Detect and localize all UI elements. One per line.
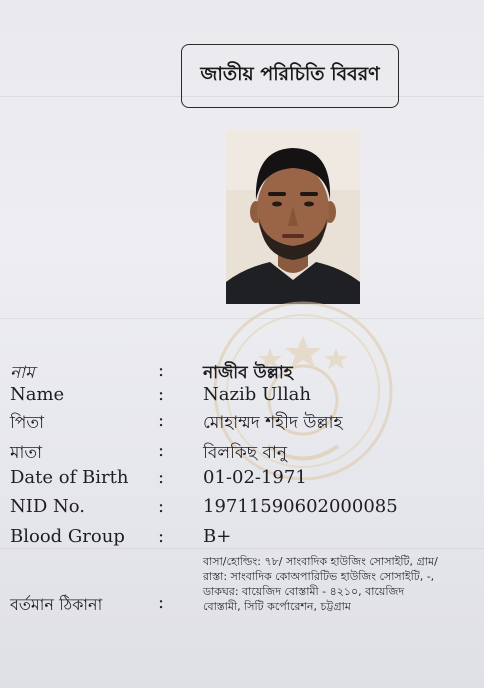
field-value: 01-02-1971 xyxy=(203,467,307,488)
field-label: নাম xyxy=(10,363,35,383)
document-title: জাতীয় পরিচিতি বিবরণ xyxy=(181,44,399,108)
field-separator: : xyxy=(158,440,165,461)
field-value: বিলকিছ বানু xyxy=(203,443,287,463)
field-value: 19711590602000085 xyxy=(203,496,398,517)
field-value-address: বাসা/হোল্ডিং: ৭৮/ সাংবাদিক হাউজিং সোসাইটি, গ্রাম/রাস্তা: সাংবাদিক কোঅপারিটিভ হাউজিং সোসাইটি, -, ডাকঘর: বায়েজিদ বোস্তামী - ৪২১০, বায়েজিদ বোস্তামী, সিটি কর্পোরেশন, চট্টগ্রাম xyxy=(203,555,438,613)
field-label: Blood Group xyxy=(10,526,125,547)
field-label: NID No. xyxy=(10,496,86,517)
field-label: Name xyxy=(10,384,65,405)
field-label: বর্তমান ঠিকানা xyxy=(10,595,103,614)
field-separator: : xyxy=(158,360,165,381)
field-label: Date of Birth xyxy=(10,467,129,488)
field-value: মোহাম্মদ শহীদ উল্লাহ xyxy=(203,413,343,433)
field-separator: : xyxy=(158,526,165,547)
field-separator: : xyxy=(158,384,165,405)
portrait-illustration xyxy=(226,130,360,304)
field-separator: : xyxy=(158,496,165,517)
field-value: Nazib Ullah xyxy=(203,384,311,405)
field-separator: : xyxy=(158,467,165,488)
field-separator: : xyxy=(158,592,165,613)
field-value: নাজীব উল্লাহ xyxy=(203,363,293,383)
field-label: মাতা xyxy=(10,443,43,463)
field-separator: : xyxy=(158,410,165,431)
field-value: B+ xyxy=(203,526,232,547)
holder-photo xyxy=(226,130,360,304)
field-label: পিতা xyxy=(10,413,45,433)
paper-fold-line xyxy=(0,548,484,549)
